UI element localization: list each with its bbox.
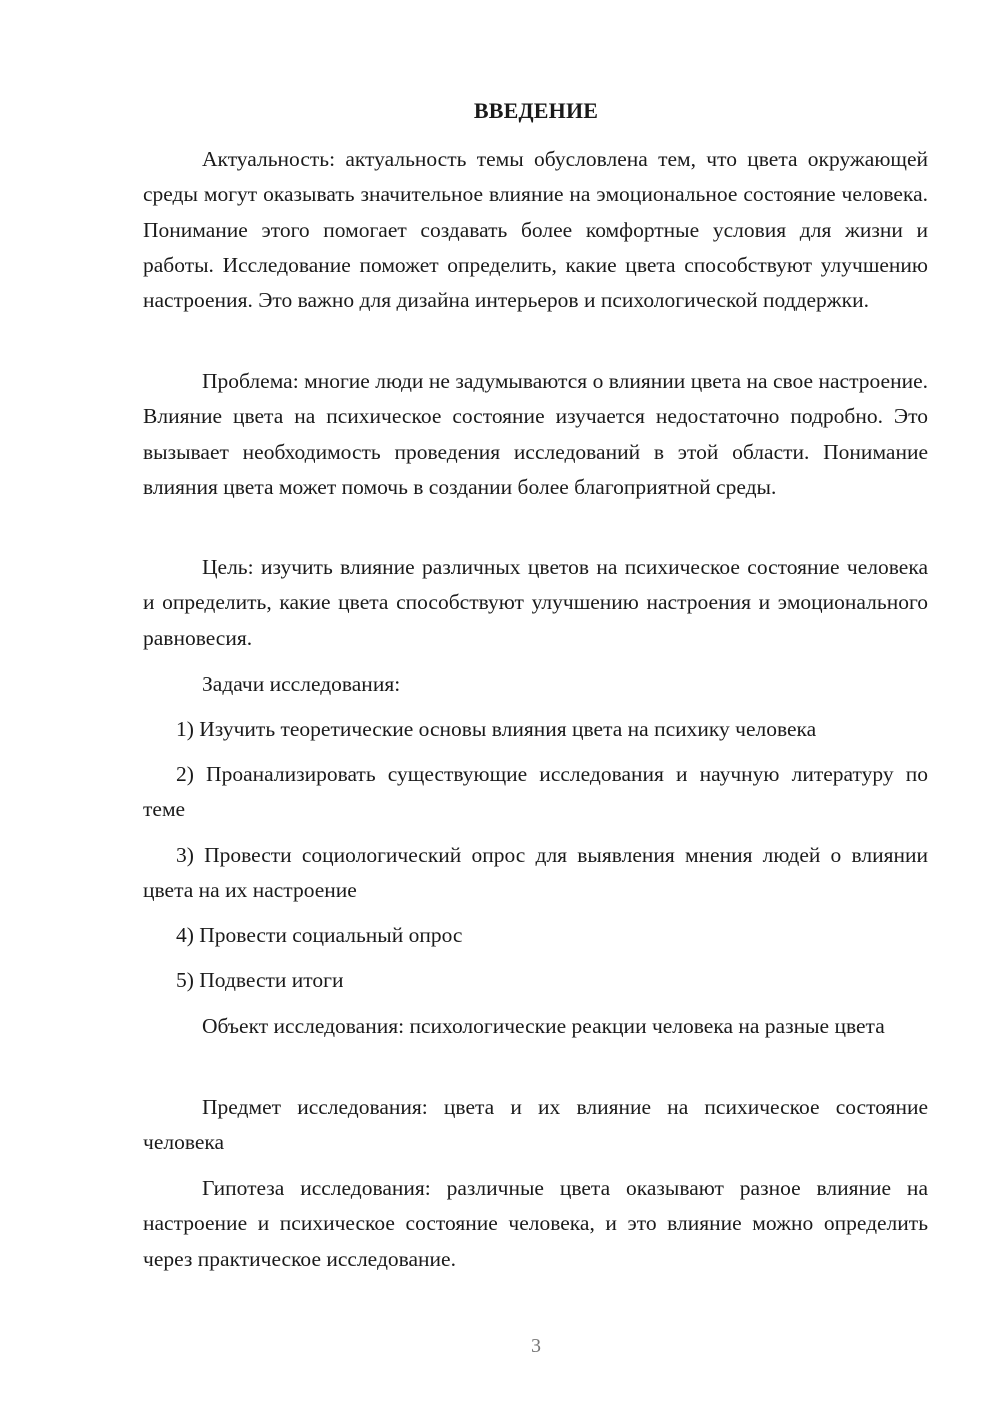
task-item-4: 4) Провести социальный опрос — [176, 923, 463, 947]
task-item-5: 5) Подвести итоги — [176, 968, 344, 992]
page-title: ВВЕДЕНИЕ — [473, 98, 599, 123]
paragraph-hypothesis: Гипотеза исследования: различные цвета оказывают разное влияние на настроение и психическое состояние человека, и это влияние можно определить через практическое исследование. — [143, 1176, 928, 1271]
paragraph-object: Объект исследования: психологические реакции человека на разные цвета — [202, 1014, 885, 1038]
page-number: 3 — [531, 1335, 541, 1357]
tasks-heading: Задачи исследования: — [202, 672, 401, 696]
paragraph-relevance: Актуальность: актуальность темы обусловлена тем, что цвета окружающей среды могут оказывать значительное влияние на эмоциональное состояние человека. Понимание этого помогает создавать более комфортные условия для жизни и работы. Исследование поможет определить, какие цвета способствуют улучшению настроения. Это важно для дизайна интерьеров и психологической поддержки. — [143, 147, 928, 313]
task-item-1: 1) Изучить теоретические основы влияния цвета на психику человека — [176, 717, 817, 741]
paragraph-subject: Предмет исследования: цвета и их влияние на психическое состояние человека — [143, 1095, 928, 1155]
paragraph-goal: Цель: изучить влияние различных цветов на психическое состояние человека и определить, какие цвета способствуют улучшению настроения и эмоционального равновесия. — [143, 555, 928, 650]
paragraph-problem: Проблема: многие люди не задумываются о влиянии цвета на свое настроение. Влияние цвета на психическое состояние изучается недостаточно подробно. Это вызывает необходимость проведения исследований в этой области. Понимание влияния цвета может помочь в создании более благоприятной среды. — [143, 369, 928, 499]
task-item-2: 2) Проанализировать существующие исследования и научную литературу по теме — [143, 762, 928, 822]
task-item-3: 3) Провести социологический опрос для выявления мнения людей о влиянии цвета на их настроение — [143, 843, 928, 903]
